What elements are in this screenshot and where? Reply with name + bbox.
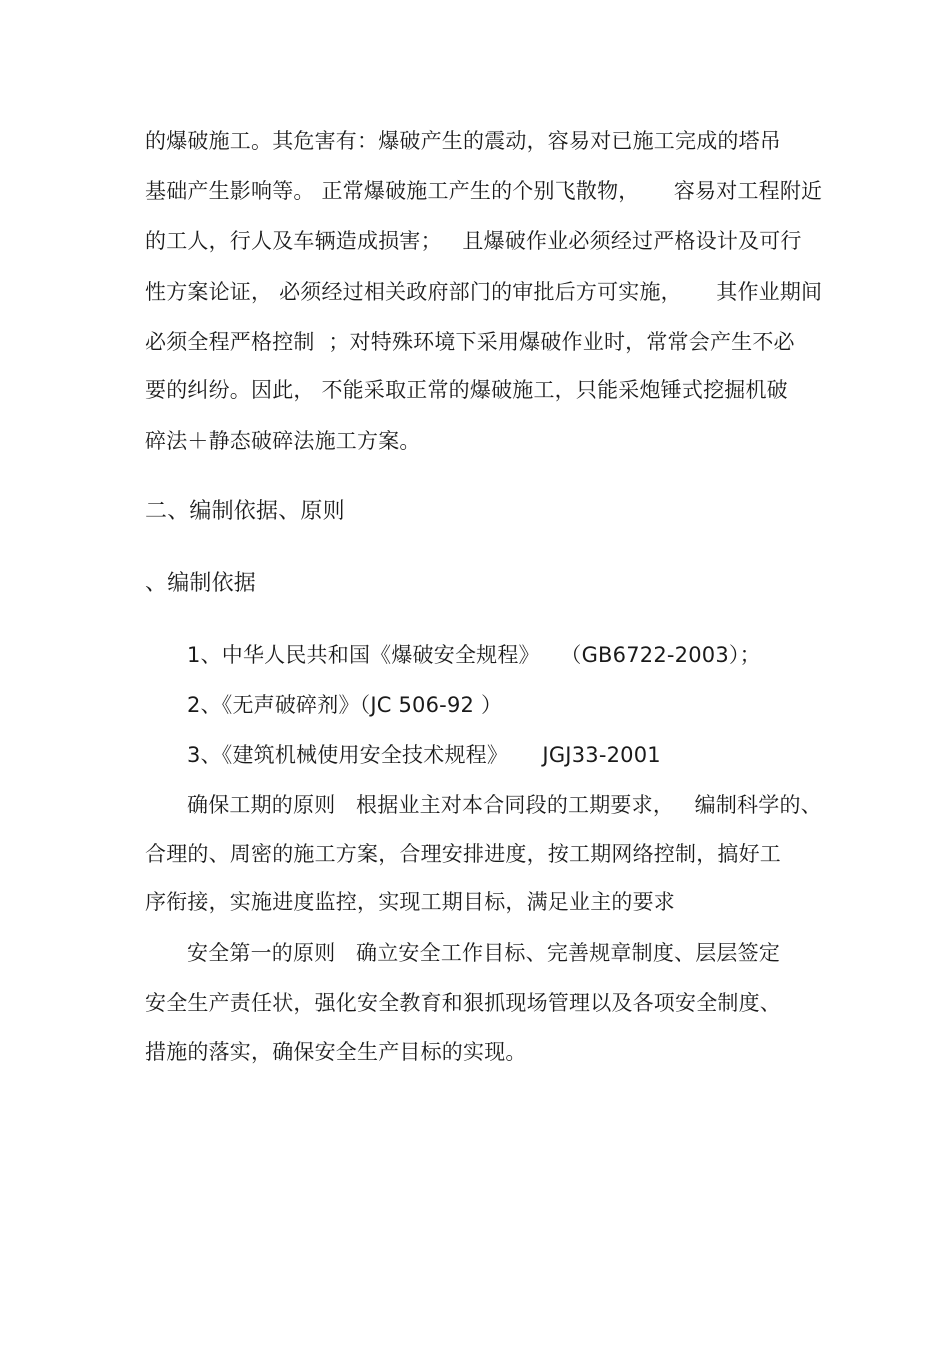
principle-line: 安全第一的原则 确立安全工作目标、完善规章制度、层层签定 bbox=[187, 941, 781, 965]
paragraph-line: 基础产生影响等。 正常爆破施工产生的个别飞散物， 容易对工程附近 bbox=[145, 179, 823, 203]
principle-line: 安全生产责任状，强化安全教育和狠抓现场管理以及各项安全制度、 bbox=[145, 991, 781, 1015]
paragraph-line: 性方案论证， 必须经过相关政府部门的审批后方可实施， 其作业期间 bbox=[145, 280, 823, 304]
paragraph-line: 碎法＋静态破碎法施工方案。 bbox=[145, 429, 421, 453]
principle-line: 措施的落实，确保安全生产目标的实现。 bbox=[145, 1040, 527, 1064]
section-subheading: 、编制依据 bbox=[145, 571, 257, 596]
paragraph-line: 的工人，行人及车辆造成损害； 且爆破作业必须经过严格设计及可行 bbox=[145, 229, 802, 253]
paragraph-line: 的爆破施工。其危害有：爆破产生的震动，容易对已施工完成的塔吊 bbox=[145, 129, 781, 153]
basis-item: 2、《无声破碎剂》（JC 506-92 ） bbox=[187, 693, 503, 717]
principle-line: 合理的、周密的施工方案，合理安排进度，按工期网络控制，搞好工 bbox=[145, 842, 781, 866]
paragraph-line: 要的纠纷。因此， 不能采取正常的爆破施工，只能采炮锤式挖掘机破 bbox=[145, 378, 788, 402]
section-heading: 二、编制依据、原则 bbox=[145, 499, 345, 524]
basis-item: 1、中华人民共和国《爆破安全规程》 （GB6722-2003）； bbox=[187, 643, 761, 667]
paragraph-line: 必须全程严格控制 ；对特殊环境下采用爆破作业时，常常会产生不必 bbox=[145, 330, 795, 354]
principle-line: 序衔接，实施进度监控，实现工期目标，满足业主的要求 bbox=[145, 890, 675, 914]
principle-line: 确保工期的原则 根据业主对本合同段的工期要求， 编制科学的、 bbox=[187, 793, 822, 817]
basis-item: 3、《建筑机械使用安全技术规程》 JGJ33-2001 bbox=[187, 743, 661, 767]
